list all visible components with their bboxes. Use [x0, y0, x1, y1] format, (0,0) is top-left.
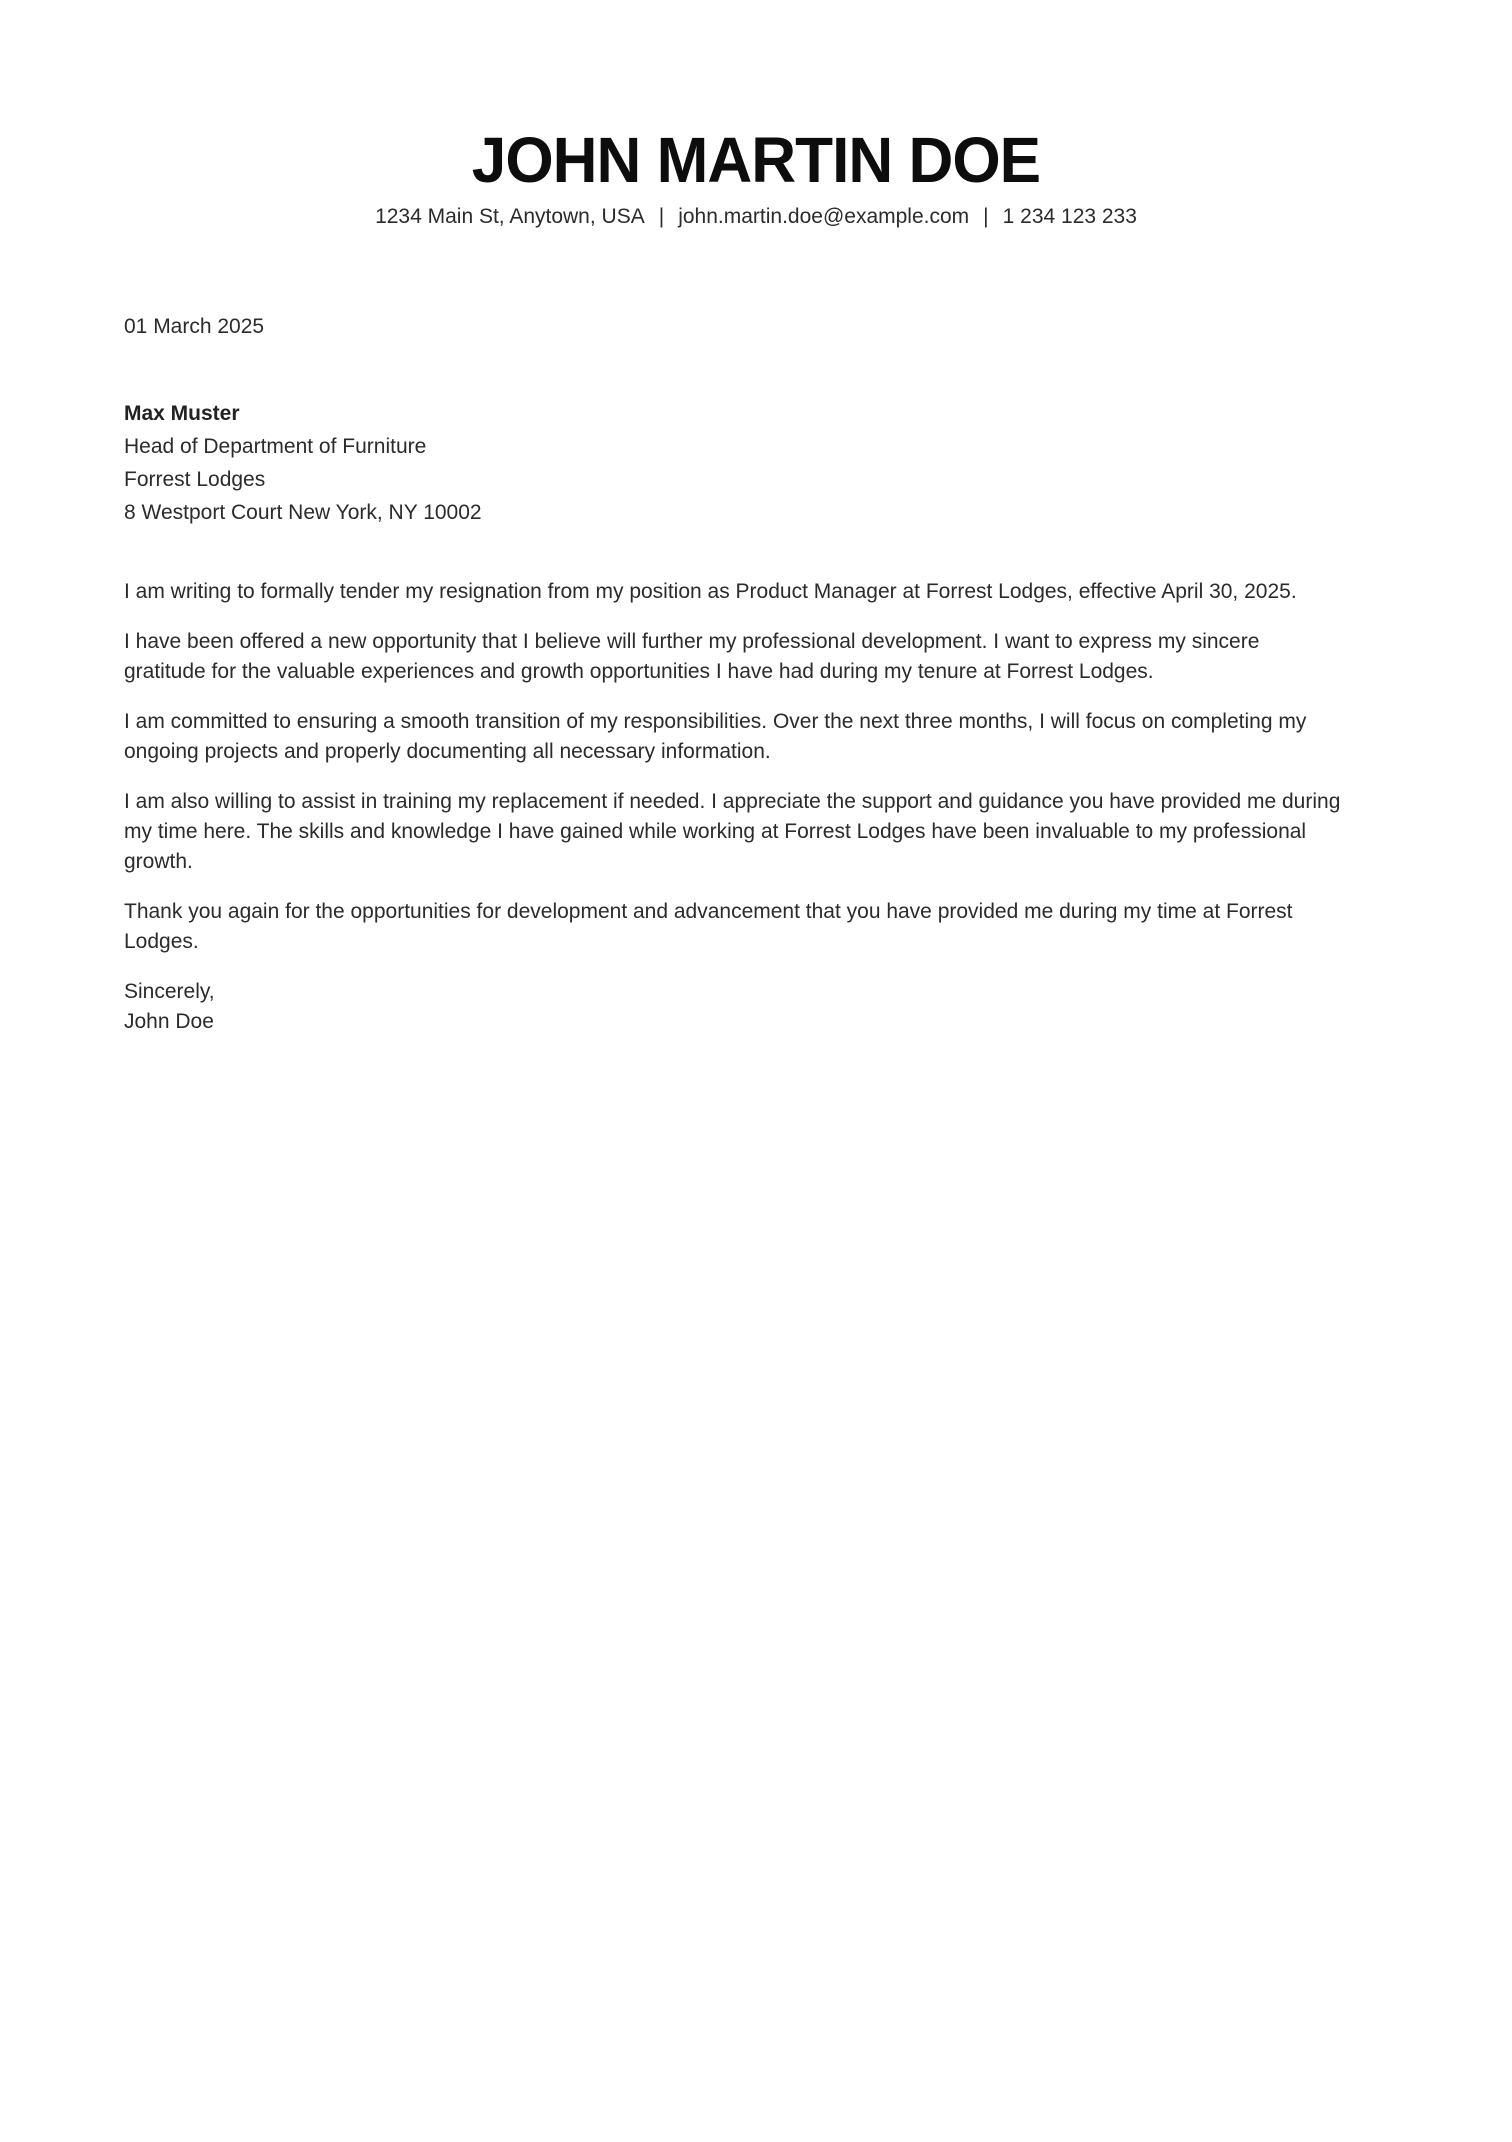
text-line: my time here. The skills and knowledge I have gained while working at Forrest Lodges have been invaluable to my professional: [124, 820, 1307, 843]
text-line: Lodges.: [124, 930, 199, 953]
closing-block: [124, 977, 1388, 1037]
text-line: gratitude for the valuable experiences and growth opportunities I have had during my tenure at Forrest Lodges.: [124, 660, 1154, 683]
recipient-name: Max Muster: [124, 402, 240, 425]
letter-date: 01 March 2025: [124, 315, 265, 338]
contact-line: [124, 202, 1388, 232]
sender-name: JOHN MARTIN DOE: [471, 124, 1041, 196]
paragraph-1: [124, 577, 1388, 607]
text-line: I am writing to formally tender my resignation from my position as Product Manager at Forrest Lodges, effective April 30, 2025.: [124, 580, 1297, 603]
text-line: Thank you again for the opportunities for development and advancement that you have provided me during my time at Forrest: [124, 900, 1293, 923]
closing-signature: John Doe: [124, 1010, 214, 1033]
letter-header: [124, 124, 1388, 232]
paragraph-2: [124, 627, 1388, 687]
paragraph-4: [124, 787, 1388, 877]
text-line: I am committed to ensuring a smooth transition of my responsibilities. Over the next three months, I will focus on completing my: [124, 710, 1307, 733]
recipient-address: 8 Westport Court New York, NY 10002: [124, 501, 482, 524]
text-line: growth.: [124, 850, 193, 873]
recipient-job-title: Head of Department of Furniture: [124, 435, 427, 458]
paragraph-5: [124, 897, 1388, 957]
letter-body: [124, 577, 1388, 957]
page-title: [124, 124, 1388, 196]
sender-address: 1234 Main St, Anytown, USA: [375, 205, 645, 228]
text-line: I have been offered a new opportunity that I believe will further my professional development. I want to express my sincere: [124, 630, 1260, 653]
sender-email: john.martin.doe@example.com: [678, 205, 970, 228]
separator-pipe: |: [983, 205, 989, 228]
closing-salutation: Sincerely,: [124, 980, 215, 1003]
text-line: I am also willing to assist in training my replacement if needed. I appreciate the support and guidance you have provided me during: [124, 790, 1341, 813]
separator-pipe: |: [658, 205, 665, 228]
recipient-block: [124, 397, 1388, 529]
sender-phone: 1 234 123 233: [1002, 205, 1137, 228]
paragraph-3: [124, 707, 1388, 767]
text-line: ongoing projects and properly documenting all necessary information.: [124, 740, 771, 763]
recipient-company: Forrest Lodges: [124, 468, 266, 491]
